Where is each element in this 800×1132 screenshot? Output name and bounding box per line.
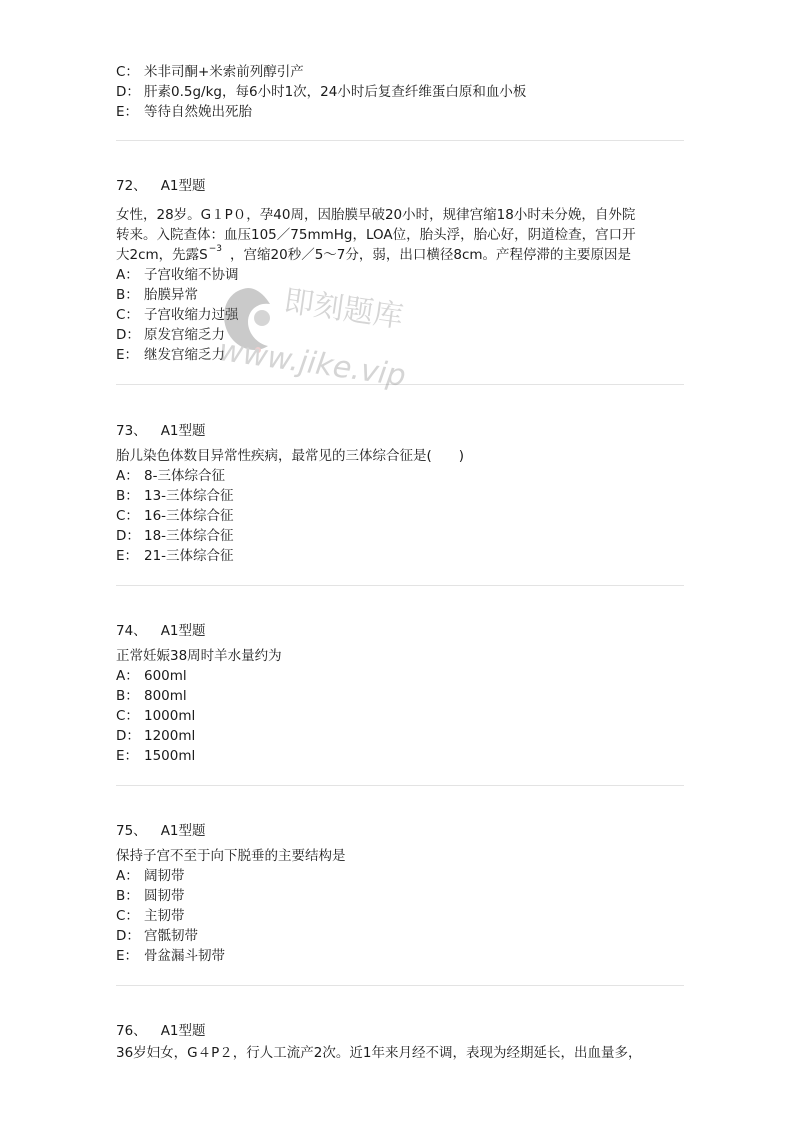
question-stem: 胎儿染色体数目异常性疾病，最常见的三体综合征是( ) bbox=[116, 448, 465, 464]
option-d: D： 18-三体综合征 bbox=[116, 528, 234, 544]
question-header: 72、 A1型题 bbox=[116, 178, 206, 194]
option-b: B： 圆韧带 bbox=[116, 888, 185, 904]
divider bbox=[116, 585, 684, 586]
question-header: 76、 A1型题 bbox=[116, 1023, 206, 1039]
option-d: D： 肝素0.5g/kg，每6小时1次，24小时后复查纤维蛋白原和血小板 bbox=[116, 84, 527, 100]
option-c: C： 主韧带 bbox=[116, 908, 185, 924]
question-stem: 转来。入院查体：血压105／75mmHg，LOA位，胎头浮，胎心好，阴道检查，宫口开 bbox=[116, 227, 636, 243]
option-e: E： 继发宫缩乏力 bbox=[116, 347, 225, 363]
option-e: E： 等待自然娩出死胎 bbox=[116, 104, 252, 120]
option-a: A： 阔韧带 bbox=[116, 868, 185, 884]
option-d: D： 1200ml bbox=[116, 728, 196, 744]
option-d: D： 原发宫缩乏力 bbox=[116, 327, 225, 343]
question-header: 75、 A1型题 bbox=[116, 823, 206, 839]
question-stem: 女性，28岁。G１P０，孕40周，因胎膜早破20小时，规律宫缩18小时未分娩，自外院 bbox=[116, 207, 636, 223]
question-stem: 正常妊娠38周时羊水量约为 bbox=[116, 648, 282, 664]
option-e: E： 1500ml bbox=[116, 748, 196, 764]
option-e: E： 21-三体综合征 bbox=[116, 548, 234, 564]
divider bbox=[116, 785, 684, 786]
option-e: E： 骨盆漏斗韧带 bbox=[116, 948, 225, 964]
option-d: D： 宫骶韧带 bbox=[116, 928, 198, 944]
option-c: C： 16-三体综合征 bbox=[116, 508, 234, 524]
question-stem: 大2cm，先露$S^{-3}$ ，宫缩20秒／5～7分，弱，出口横径8cm。产程停滞的主要原因是 bbox=[116, 244, 632, 263]
option-c: C： 米非司酮+米索前列醇引产 bbox=[116, 64, 304, 80]
option-a: A： 600ml bbox=[116, 668, 187, 684]
question-header: 74、 A1型题 bbox=[116, 623, 206, 639]
divider bbox=[116, 985, 684, 986]
watermark-text: 即刻题库 bbox=[281, 283, 406, 336]
watermark bbox=[218, 284, 418, 414]
question-header: 73、 A1型题 bbox=[116, 423, 206, 439]
option-b: B： 800ml bbox=[116, 688, 187, 704]
divider bbox=[116, 140, 684, 141]
option-a: A： 8-三体综合征 bbox=[116, 468, 225, 484]
option-b: B： 13-三体综合征 bbox=[116, 488, 234, 504]
watermark-url: www.jike.vip bbox=[216, 333, 408, 394]
option-c: C： 1000ml bbox=[116, 708, 196, 724]
question-stem: 36岁妇女，G４P２，行人工流产2次。近1年来月经不调，表现为经期延长，出血量多， bbox=[116, 1045, 642, 1061]
option-b: B： 胎膜异常 bbox=[116, 287, 198, 303]
option-a: A： 子宫收缩不协调 bbox=[116, 267, 239, 283]
question-stem: 保持子宫不至于向下脱垂的主要结构是 bbox=[116, 848, 346, 864]
option-c: C： 子宫收缩力过强 bbox=[116, 307, 239, 323]
